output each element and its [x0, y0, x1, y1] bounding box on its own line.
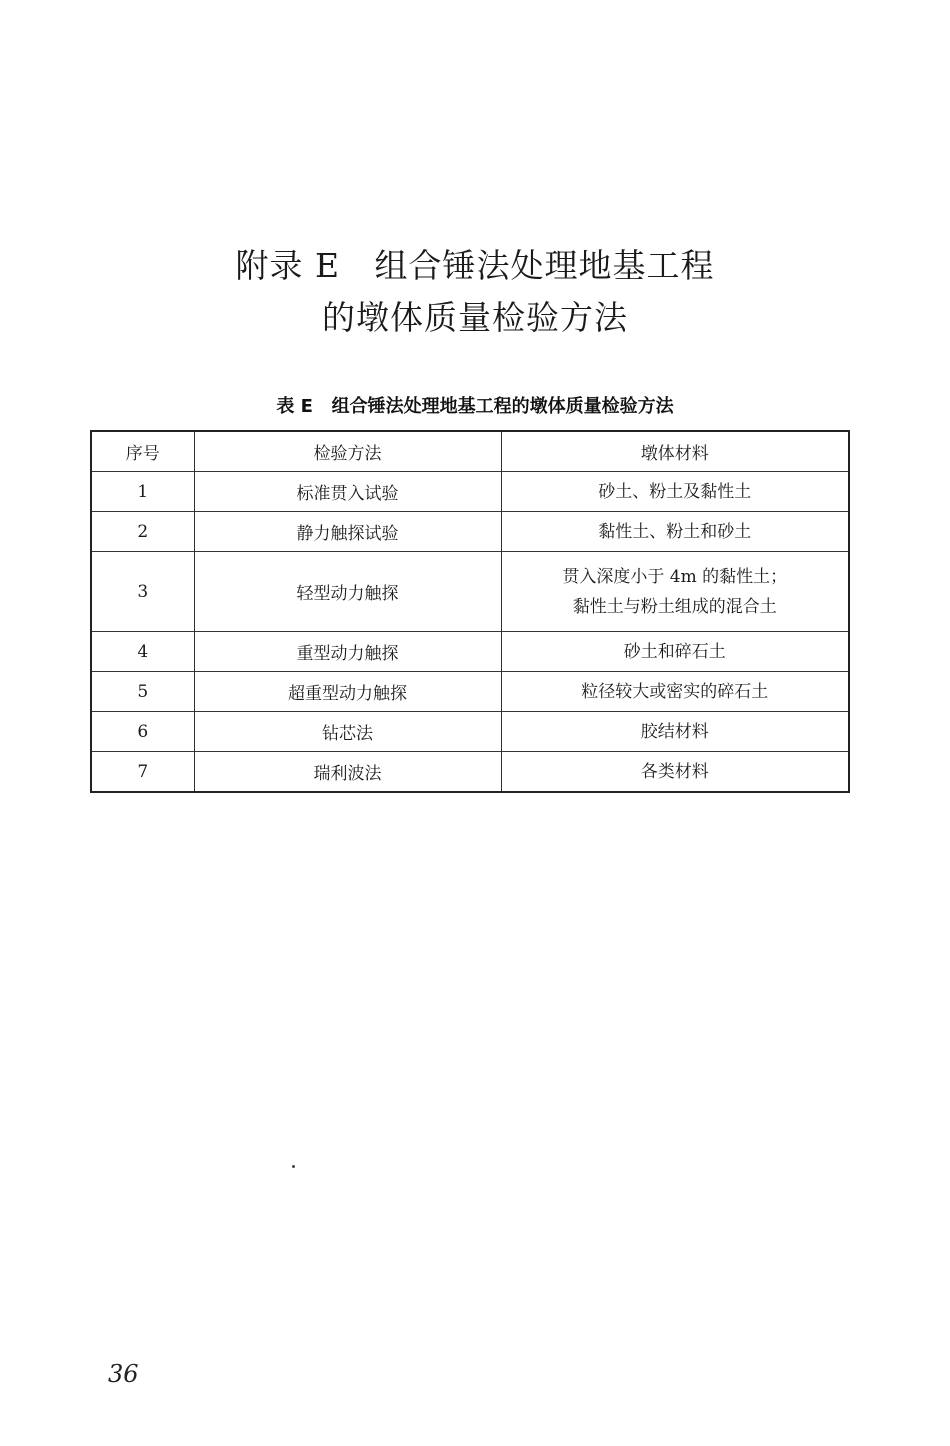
appendix-title: [0, 240, 950, 344]
cell-serial-number: 1: [91, 472, 194, 512]
cell-pier-material-line: 黏性土与粉土组成的混合土: [572, 596, 777, 617]
cell-pier-material-line: 黏性土、粉土和砂土: [598, 521, 752, 542]
cell-inspection-method: 重型动力触探: [194, 632, 501, 672]
table-row: [91, 552, 849, 632]
cell-pier-material: [501, 752, 849, 793]
cell-inspection-method: 静力触探试验: [194, 512, 501, 552]
appendix-title-line-2: 的墩体质量检验方法: [322, 298, 628, 337]
table-row: [91, 512, 849, 552]
cell-pier-material-line: 砂土和碎石土: [623, 641, 726, 662]
table-row: [91, 752, 849, 793]
cell-pier-material: [501, 512, 849, 552]
header-serial-number: 序号: [91, 431, 194, 472]
table-row: [91, 672, 849, 712]
cell-pier-material: [501, 552, 849, 632]
cell-serial-number: 4: [91, 632, 194, 672]
cell-serial-number: 2: [91, 512, 194, 552]
cell-inspection-method: 超重型动力触探: [194, 672, 501, 712]
scan-speck: [292, 1165, 295, 1168]
cell-pier-material: [501, 632, 849, 672]
table-caption: 表 E 组合锤法处理地基工程的墩体质量检验方法: [276, 396, 674, 417]
appendix-title-line-1: 附录 E 组合锤法处理地基工程: [235, 246, 715, 285]
table-row: [91, 472, 849, 512]
cell-pier-material-line: 砂土、粉土及黏性土: [598, 481, 752, 502]
cell-serial-number: 3: [91, 552, 194, 632]
cell-inspection-method: 瑞利波法: [194, 752, 501, 793]
cell-pier-material-line: 胶结材料: [640, 721, 709, 742]
cell-serial-number: 7: [91, 752, 194, 793]
page-number: 36: [108, 1360, 139, 1388]
cell-pier-material-line: 各类材料: [640, 761, 709, 782]
cell-inspection-method: 钻芯法: [194, 712, 501, 752]
table-header-row: [91, 431, 849, 472]
cell-pier-material: [501, 712, 849, 752]
cell-pier-material: [501, 472, 849, 512]
header-inspection-method: 检验方法: [194, 431, 501, 472]
cell-pier-material: [501, 672, 849, 712]
cell-serial-number: 6: [91, 712, 194, 752]
cell-serial-number: 5: [91, 672, 194, 712]
cell-pier-material-line: 粒径较大或密实的碎石土: [581, 681, 769, 702]
cell-inspection-method: 轻型动力触探: [194, 552, 501, 632]
cell-pier-material-line: 贯入深度小于 4m 的黏性土；: [562, 566, 788, 587]
table-row: [91, 712, 849, 752]
inspection-methods-table: [90, 430, 850, 793]
table-row: [91, 632, 849, 672]
header-pier-material: 墩体材料: [501, 431, 849, 472]
cell-inspection-method: 标准贯入试验: [194, 472, 501, 512]
